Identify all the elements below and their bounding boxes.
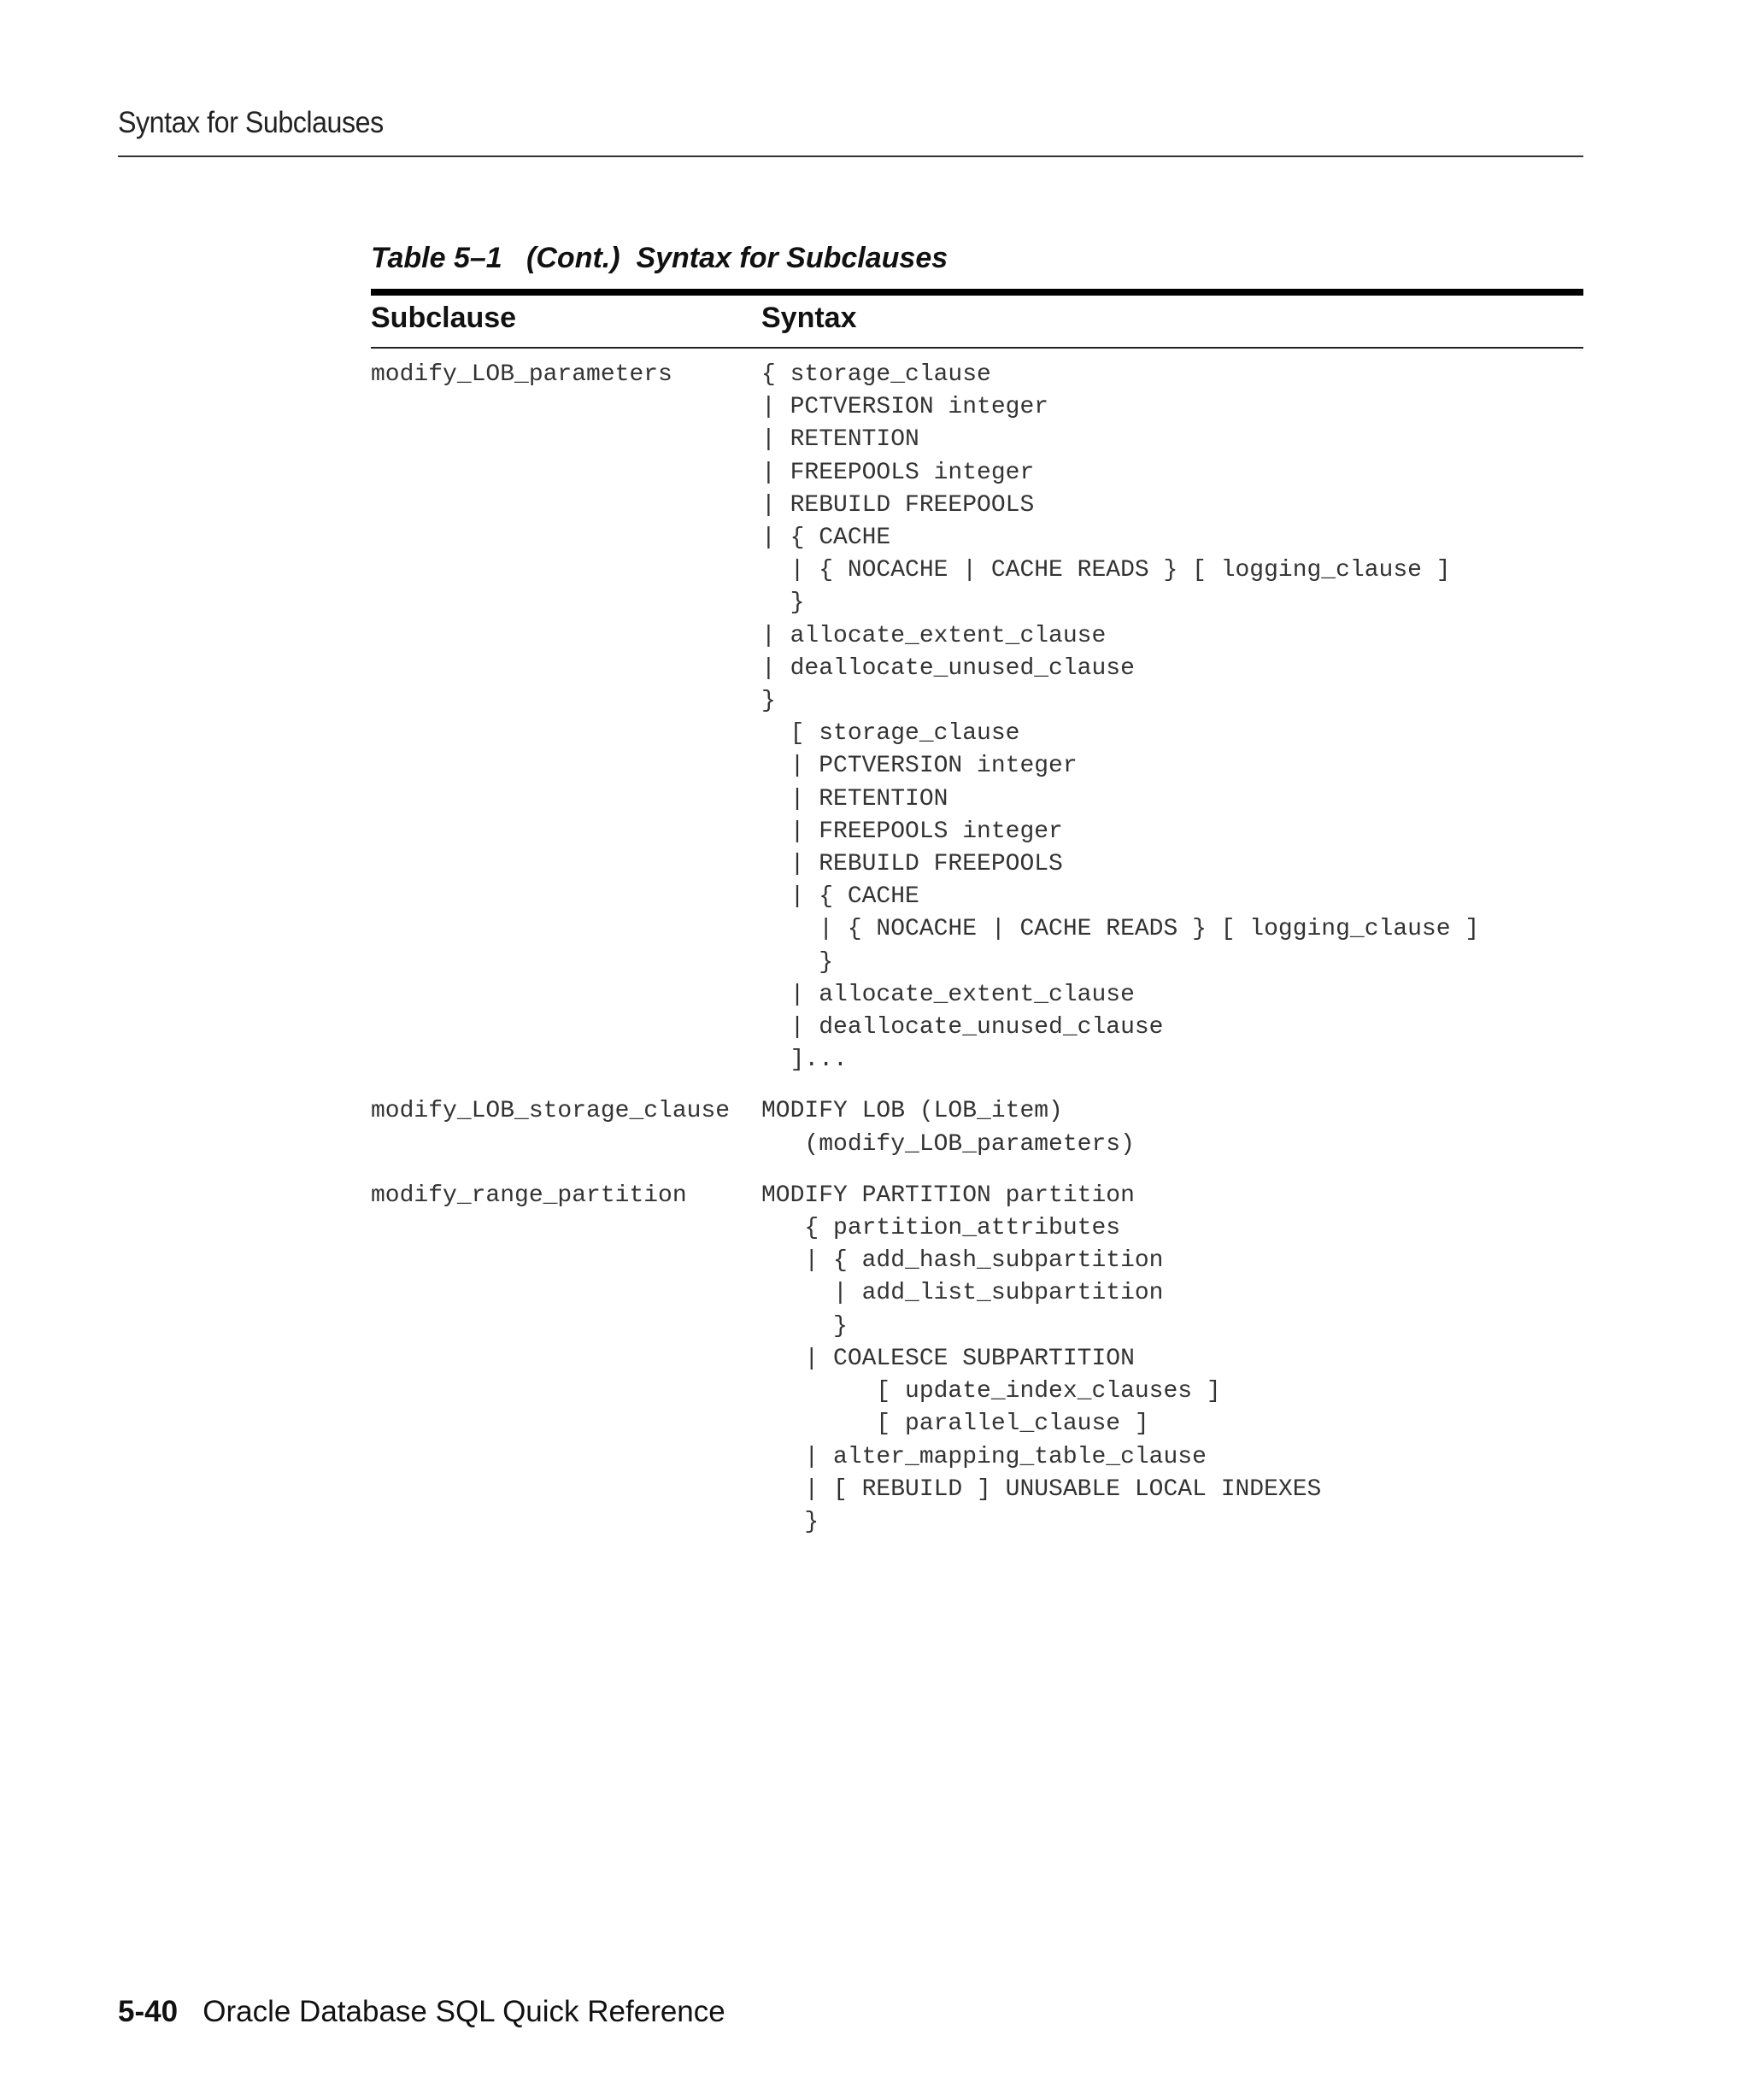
subclause-syntax: MODIFY LOB (LOB_item) (modify_LOB_parameters) xyxy=(761,1098,1135,1158)
column-header-syntax: Syntax xyxy=(761,302,857,334)
table-row xyxy=(371,1180,1583,1539)
page-number: 5-40 xyxy=(118,1995,179,2028)
book-title: Oracle Database SQL Quick Reference xyxy=(203,1995,725,2028)
page-footer xyxy=(118,1995,725,2029)
table-caption-rule xyxy=(371,289,1583,296)
header-divider xyxy=(118,155,1583,157)
table-row xyxy=(371,1095,1583,1160)
table-row xyxy=(371,359,1583,1076)
subclause-name: modify_range_partition xyxy=(371,1182,687,1209)
column-header-subclause: Subclause xyxy=(371,302,517,334)
running-header-title: Syntax for Subclauses xyxy=(118,106,384,139)
column-header-rule xyxy=(371,347,1583,349)
subclause-syntax: MODIFY PARTITION partition { partition_attributes | { add_hash_subpartition | add_list_subpartition } | COALESCE SUBPARTITION [ update_index_clauses ] [ parallel_clause ] | alter_mapping_table_clause | [ REBUILD ] UNUSABLE LOCAL INDEXES } xyxy=(761,1182,1322,1535)
subclause-name: modify_LOB_storage_clause xyxy=(371,1098,731,1125)
subclause-name: modify_LOB_parameters xyxy=(371,361,672,388)
subclause-syntax: { storage_clause | PCTVERSION integer | RETENTION | FREEPOOLS integer | REBUILD FREEPOOLS | { CACHE | { NOCACHE | CACHE READS } [ logging_clause ] } | allocate_extent_clause | deallocate_unused_clause } [ storage_clause | PCTVERSION integer | RETENTION | FREEPOOLS integer | REBUILD FREEPOOLS | { CACHE | { NOCACHE | CACHE READS } [ logging_clause ] } | allocate_extent_clause | deallocate_unused_clause ]... xyxy=(761,361,1480,1074)
table-caption: Table 5–1 (Cont.) Syntax for Subclauses xyxy=(371,242,948,274)
syntax-table-body xyxy=(371,359,1583,1557)
